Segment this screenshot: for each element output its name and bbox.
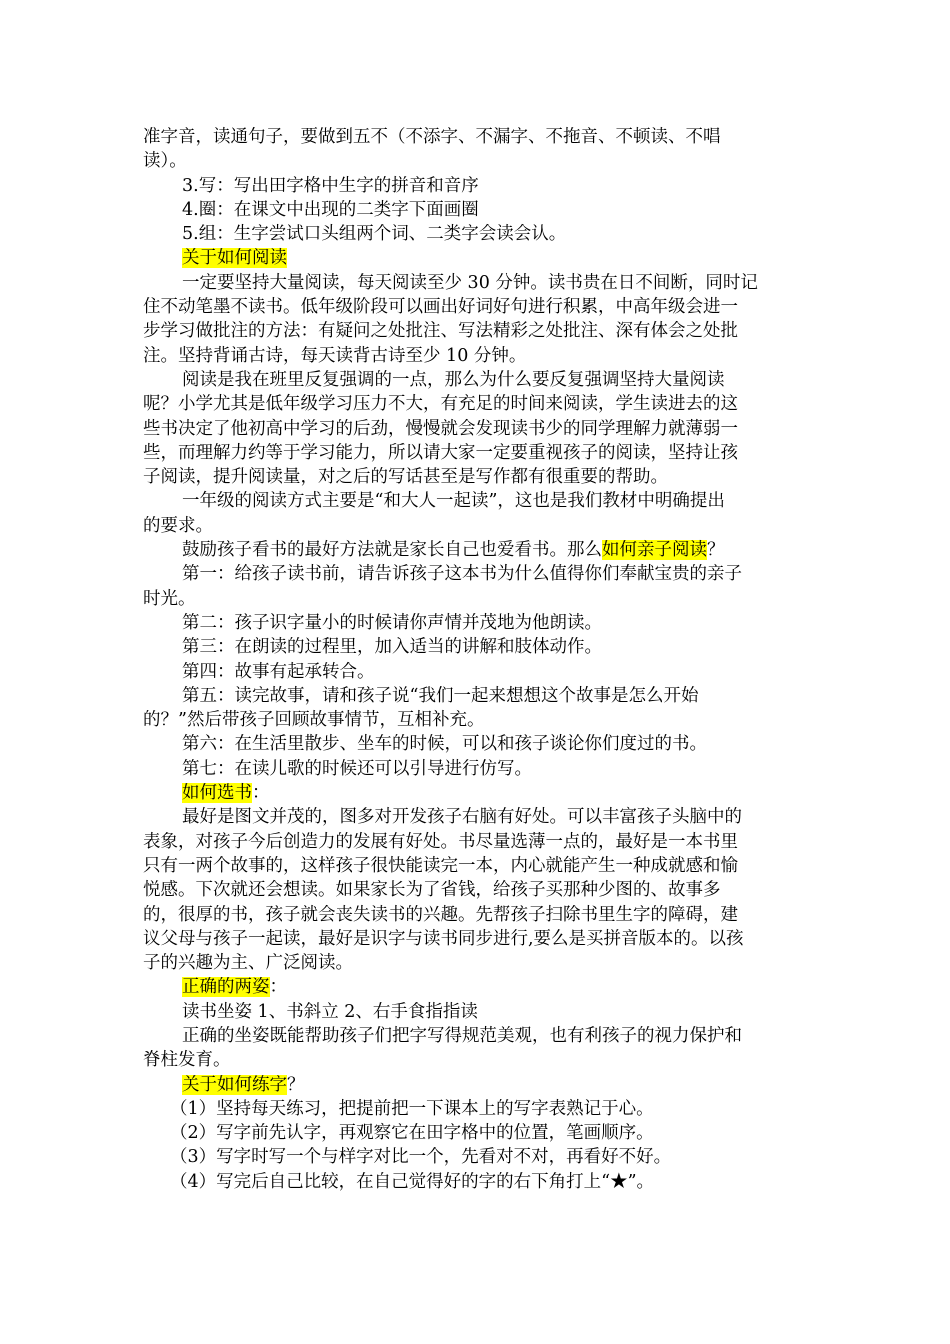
- posture-colon: ：: [269, 977, 287, 998]
- reading-heading-row: [143, 246, 813, 270]
- reading-p1-line: 步学习做批注的方法：有疑问之处批注、写法精彩之处批注、深有体会之处批: [143, 321, 738, 342]
- reading-p1-line: 住不动笔墨不读书。低年级阶段可以画出好词好句进行积累，中高年级会进一: [143, 297, 738, 318]
- step-circle: 4.圈：在课文中出现的二类字下面画圈: [182, 199, 479, 220]
- tip-3: 第三：在朗读的过程里，加入适当的讲解和肢体动作。: [182, 637, 602, 658]
- reading-p3-line: 一年级的阅读方式主要是“和大人一起读”，这也是我们教材中明确提出: [182, 491, 725, 512]
- choose-heading-row: [143, 781, 813, 805]
- writing-item: （3）写字时写一个与样字对比一个，先看对不对，再看好不好。: [170, 1147, 672, 1168]
- reading-p2-line: 阅读是我在班里反复强调的一点，那么为什么要反复强调坚持大量阅读: [182, 369, 725, 390]
- posture-line: 脊柱发育。: [143, 1050, 231, 1071]
- step-group: 5.组：生字尝试口头组两个词、二类字会读会认。: [182, 224, 567, 245]
- choose-line: 最好是图文并茂的，图多对开发孩子右脑有好处。可以丰富孩子头脑中的: [182, 807, 742, 828]
- writing-item: （1）坚持每天练习，把提前把一下课本上的写字表熟记于心。: [170, 1098, 654, 1119]
- reading-p4-pre: 鼓励孩子看书的最好方法就是家长自己也爱看书。那么: [182, 540, 602, 561]
- reading-p2-line: 些书决定了他初高中学习的后劲，慢慢就会发现读书少的同学理解力就薄弱一: [143, 418, 738, 439]
- reading-p1-line: 注。坚持背诵古诗，每天读背古诗至少 10 分钟。: [143, 345, 527, 366]
- reading-p2-line: 呢？小学尤其是低年级学习压力不大，有充足的时间来阅读，学生读进去的这: [143, 394, 738, 415]
- writing-heading: 关于如何练字: [182, 1074, 287, 1095]
- reading-p2-line: 子阅读，提升阅读量，对之后的写话甚至是写作都有很重要的帮助。: [143, 467, 668, 488]
- posture-line: 正确的坐姿既能帮助孩子们把字写得规范美观，也有利孩子的视力保护和: [182, 1025, 742, 1046]
- choose-line: 子的兴趣为主、广泛阅读。: [143, 953, 353, 974]
- writing-item: （4）写完后自己比较，在自己觉得好的字的右下角打上“★”。: [170, 1171, 655, 1192]
- parent-child-reading-highlight: 如何亲子阅读: [602, 540, 707, 561]
- reading-heading: 关于如何阅读: [182, 248, 287, 269]
- writing-question-mark: ？: [287, 1074, 305, 1095]
- reading-p3-line: 的要求。: [143, 515, 213, 536]
- choose-line: 的，很厚的书，孩子就会丧失读书的兴趣。先帮孩子扫除书里生字的障碍，建: [143, 904, 738, 925]
- tip-1-line: 第一：给孩子读书前，请告诉孩子这本书为什么值得你们奉献宝贵的亲子: [182, 564, 742, 585]
- choose-line: 表象，对孩子今后创造力的发展有好处。书尽量选薄一点的，最好是一本书里: [143, 831, 738, 852]
- step-write: 3.写：写出田字格中生字的拼音和音序: [182, 175, 479, 196]
- tip-1-line: 时光。: [143, 588, 196, 609]
- choose-line: 只有一两个故事的，这样孩子很快能读完一本，内心就能产生一种成就感和愉: [143, 855, 738, 876]
- posture-heading-row: [143, 975, 813, 999]
- tip-4: 第四：故事有起承转合。: [182, 661, 375, 682]
- posture-heading: 正确的两姿: [182, 977, 270, 998]
- writing-item: （2）写字前先认字，再观察它在田字格中的位置，笔画顺序。: [170, 1123, 654, 1144]
- intro-line-1: 准字音，读通句子，要做到五不（不添字、不漏字、不拖音、不顿读、不唱: [143, 127, 721, 147]
- reading-p2-line: 些，而理解力约等于学习能力，所以请大家一定要重视孩子的阅读，坚持让孩: [143, 442, 738, 463]
- tip-2: 第二：孩子识字量小的时候请你声情并茂地为他朗读。: [182, 612, 602, 633]
- reading-p4-post: ？: [707, 540, 725, 561]
- tip-5-line: 第五：读完故事，请和孩子说“我们一起来想想这个故事是怎么开始: [182, 685, 699, 706]
- writing-heading-row: [143, 1073, 813, 1097]
- choose-colon: ：: [252, 783, 270, 804]
- document-page: [143, 125, 813, 1194]
- tip-7: 第七：在读儿歌的时候还可以引导进行仿写。: [182, 758, 532, 779]
- choose-line: 议父母与孩子一起读，最好是识字与读书同步进行,要么是买拼音版本的。以孩: [143, 928, 744, 949]
- tip-5-line: 的？”然后带孩子回顾故事情节，互相补充。: [143, 710, 485, 731]
- reading-p4-line: [143, 538, 813, 562]
- tip-6: 第六：在生活里散步、坐车的时候，可以和孩子谈论你们度过的书。: [182, 734, 707, 755]
- reading-p1-line: 一定要坚持大量阅读，每天阅读至少 30 分钟。读书贵在日不间断，同时记: [182, 272, 758, 293]
- choose-line: 悦感。下次就还会想读。如果家长为了省钱，给孩子买那种少图的、故事多: [143, 880, 721, 901]
- intro-line-2: 读）。: [143, 151, 187, 172]
- posture-line: 读书坐姿 1、书斜立 2、右手食指指读: [182, 1001, 478, 1022]
- choose-heading: 如何选书: [182, 783, 252, 804]
